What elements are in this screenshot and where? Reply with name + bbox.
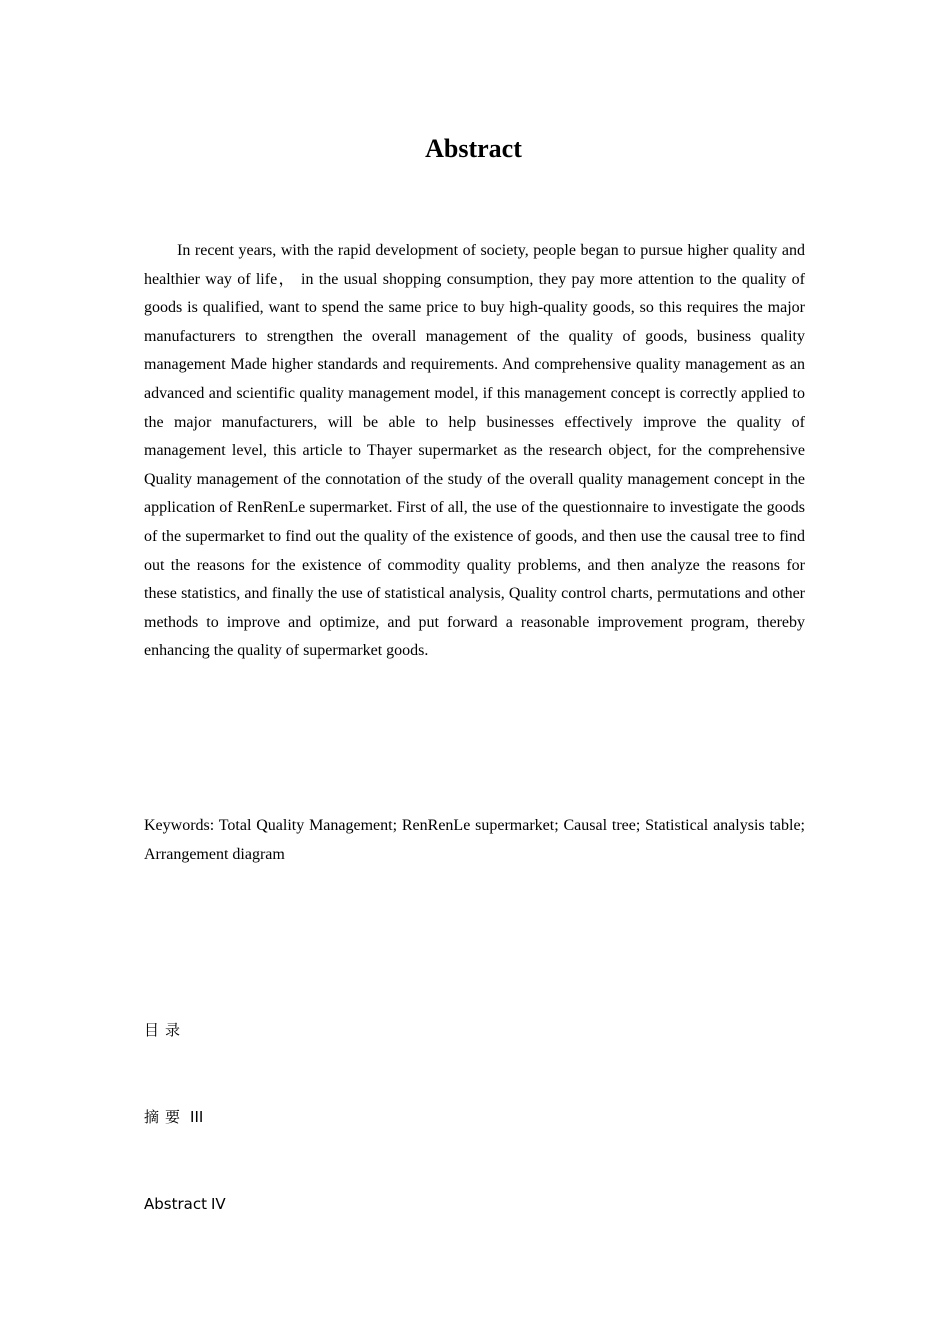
abstract-title: Abstract xyxy=(425,134,522,163)
toc-entry-page: IV xyxy=(210,1195,226,1213)
toc-entry[interactable] xyxy=(144,1106,203,1128)
abstract-paragraph: In recent years, with the rapid development of society, people began to pursue higher quality and healthier way of life， in the usual shopping consumption, they pay more attention to the quality of goods is qualified, want to spend the same price to buy high-quality goods, so this requires the major manufacturers to strengthen the overall management of the quality of goods, business quality management Made higher standards and requirements. And comprehensive quality management as an advanced and scientific quality management model, if this management concept is correctly applied to the major manufacturers, will be able to help businesses effectively improve the quality of management level, this article to Thayer supermarket as the research object, for the comprehensive Quality management of the connotation of the study of the overall quality management concept in the application of RenRenLe supermarket. First of all, the use of the questionnaire to investigate the goods of the supermarket to find out the quality of the existence of goods, and then use the causal tree to find out the reasons for the existence of commodity quality problems, and then analyze the reasons for these statistics, and finally the use of statistical analysis, Quality control charts, permutations and other methods to improve and optimize, and put forward a reasonable improvement program, thereby enhancing the quality of supermarket goods. xyxy=(144,242,805,660)
keywords-line: Keywords: Total Quality Management; RenRenLe supermarket; Causal tree; Statistical analysis table; Arrangement diagram xyxy=(144,817,805,863)
toc-entry-label: 摘要 xyxy=(144,1108,187,1126)
toc-heading: 目录 xyxy=(144,1021,187,1039)
toc-entry-label: Abstract xyxy=(144,1195,207,1213)
toc-entry[interactable] xyxy=(144,1193,226,1215)
toc-entry-page: III xyxy=(190,1108,204,1126)
